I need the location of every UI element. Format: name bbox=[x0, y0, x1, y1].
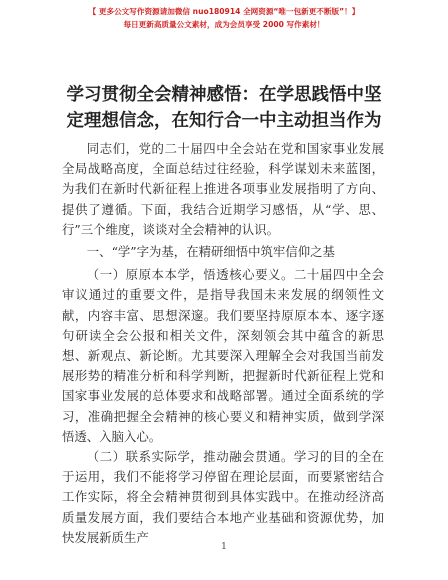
document-body bbox=[62, 139, 384, 548]
intro-paragraph: 同志们，党的二十届四中全会站在党和国家事业发展全局战略高度，全面总结过往经验，科学谋划未来蓝图，为我们在新时代新征程上推进各项事业发展指明了方向、提供了遵循。下面，我结合近期学习感悟，从“学、思、行”三个维度，谈谈对全会精神的认识。 bbox=[62, 141, 384, 237]
document-title: 学习贯彻全会精神感悟：在学思践悟中坚定理想信念，在知行合一中主动担当作为 bbox=[66, 85, 382, 131]
promo-banner bbox=[0, 6, 448, 31]
page-number: 1 bbox=[221, 542, 227, 552]
promo-banner-line-1: 【 更多公文写作资源请加微信 nuo180914 全网资源“唯一包新更不断版”！】 bbox=[88, 7, 360, 16]
promo-banner-line-2: 每日更新高质量公文素材，成为会员享受 2000 写作素材！ bbox=[123, 20, 325, 29]
section-heading-1: 一、“学”字为基，在精研细悟中筑牢信仰之基 bbox=[86, 244, 335, 260]
subsection-paragraph-1: （一）原原本本学，悟透核心要义。二十届四中全会审议通过的重要文件，是指导我国未来发展的纲领性文献，内容丰富、思想深邃。我们要坚持原原本本、逐字逐句研读全会公报和相关文件，深刻领会其中蕴含的新思想、新观点、新论断。尤其要深入理解全会对我国当前发展形势的精准分析和科学判断，把握新时代新征程上党和国家事业发展的总体要求和战略部署。通过全面系统的学习，准确把握全会精神的核心要义和精神实质，做到学深悟透、入脑入心。 bbox=[62, 267, 384, 444]
subsection-paragraph-2: （二）联系实际学，推动融会贯通。学习的目的全在于运用，我们不能将学习停留在理论层面，而要紧密结合工作实际，将全会精神贯彻到具体实践中。在推动经济高质量发展方面，我们要结合本地产业基础和资源优势，加快发展新质生产 bbox=[62, 449, 384, 545]
